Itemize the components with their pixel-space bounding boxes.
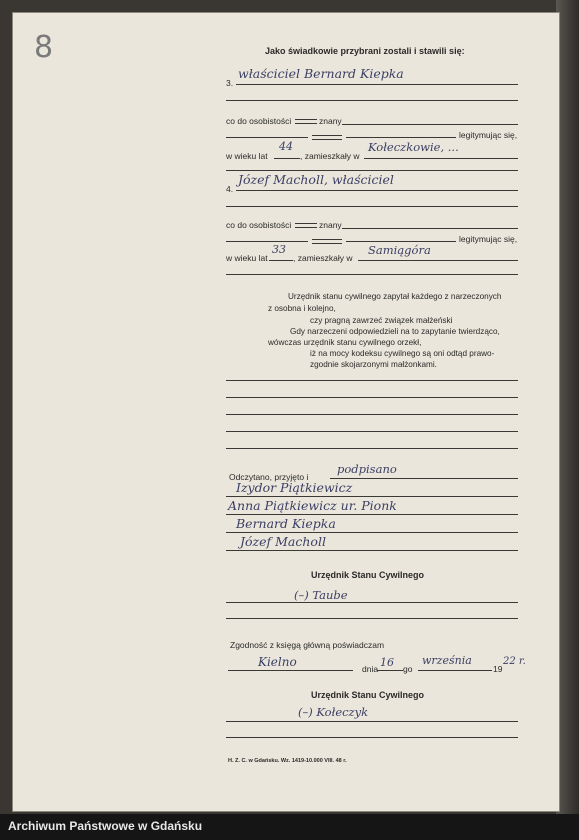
signature-line [226,514,518,515]
ceremony-line-1: Urzędnik stanu cywilnego zapytał każdego z narzeczonych [288,292,502,301]
witness2-znany-line [342,228,518,229]
witness2-co-do: co do osobistości [226,220,292,230]
blank-line [226,431,518,432]
witness1-zam: , zamieszkały w [300,151,360,161]
dash-line [226,241,308,242]
place: Kielno [258,655,297,669]
official1-line2 [226,618,518,619]
official1-signature: (–) Taube [294,588,348,602]
witness1-age: 44 [279,140,293,153]
blank-line [226,380,518,381]
ceremony-line-3: czy pragną zawrzeć związek małżeński [310,316,453,325]
official1-line [226,602,518,603]
signature-line [226,532,518,533]
witness2-res-line [358,260,518,261]
dash [295,223,317,228]
dash [312,239,342,244]
official2-signature: (–) Kołeczyk [298,705,369,719]
section-header: Jako świadkowie przybrani zostali i stawili się: [265,46,465,56]
separator-line [226,170,518,171]
witness1-legit: legitymując się, [459,130,518,140]
blank-line [226,397,518,398]
witness1-age-label: w wieku lat [226,151,268,161]
witness2-number: 4. [226,184,234,194]
page-number: 8 [34,30,54,65]
official2-line [226,721,518,722]
dnia-label: dnia [362,664,379,674]
witness1-age-line [274,158,300,159]
archive-footer-text: Archiwum Państwowe w Gdańsku [8,819,203,833]
witness1-line2 [226,100,518,101]
signature-3: Bernard Kiepka [236,516,336,531]
go-label: go [403,664,413,674]
dash [312,135,342,140]
read-label: Odczytano, przyjęto i [229,472,309,482]
month-line [418,670,492,671]
official2-title: Urzędnik Stanu Cywilnego [311,690,425,700]
witness2-name-line [236,190,518,191]
signature-line [226,496,518,497]
read-hand: podpisano [337,462,397,476]
witness1-number: 3. [226,78,234,88]
archive-footer [0,814,579,840]
witness1-residence: Kołeczkowie, ... [368,140,459,154]
ceremony-line-6: iż na mocy kodeksu cywilnego są oni odtąd prawo- [310,349,495,358]
dash [295,119,317,124]
day-line [377,670,403,671]
official2-line2 [226,737,518,738]
dash-line [226,137,308,138]
signature-line [226,550,518,551]
witness2-residence: Samiągóra [368,243,431,257]
witness2-znany: znany [319,220,342,230]
dash-line [346,137,456,138]
conformity-text: Zgodność z księgą główną poświadczam [230,640,385,650]
witness2-age-line [269,260,293,261]
witness2-zam: , zamieszkały w [293,253,353,263]
witness2-age: 33 [272,243,286,256]
ceremony-line-7: zgodnie skojarzonymi małżonkami. [310,360,437,369]
witness2-line2 [226,206,518,207]
signature-1: Izydor Piątkiewicz [236,480,353,495]
printer-note: H. Z. C. w Gdańsku. Wz. 1419-10.000 VIII. 48 r. [228,758,347,764]
witness2-age-label: w wieku lat [226,253,268,263]
witness1-znany: znany [319,116,342,126]
dash-line [346,241,456,242]
blank-line [226,414,518,415]
day: 16 [380,656,394,669]
witness1-name-line [236,84,518,85]
witness2-legit: legitymując się, [459,234,518,244]
separator-line [226,274,518,275]
signature-2: Anna Piątkiewicz ur. Pionk [228,498,397,513]
signature-4: Józef Macholl [240,534,326,549]
ceremony-line-5: wówczas urzędnik stanu cywilnego orzekł, [268,338,422,347]
place-line [228,670,353,671]
ceremony-line-2: z osobna i kolejno, [268,304,336,313]
read-line [330,478,518,479]
blank-line [226,448,518,449]
ceremony-line-4: Gdy narzeczeni odpowiedzieli na to zapytanie twierdząco, [290,327,500,336]
year-prefix: 19 [493,664,503,674]
witness1-res-line [364,158,518,159]
year-suffix: 22 r. [503,656,526,667]
month: września [422,654,472,667]
witness2-name: Józef Macholl, właściciel [238,172,394,187]
witness1-co-do: co do osobistości [226,116,292,126]
witness1-znany-line [342,124,518,125]
official1-title: Urzędnik Stanu Cywilnego [311,570,425,580]
witness1-name: właściciel Bernard Kiepka [238,66,404,81]
